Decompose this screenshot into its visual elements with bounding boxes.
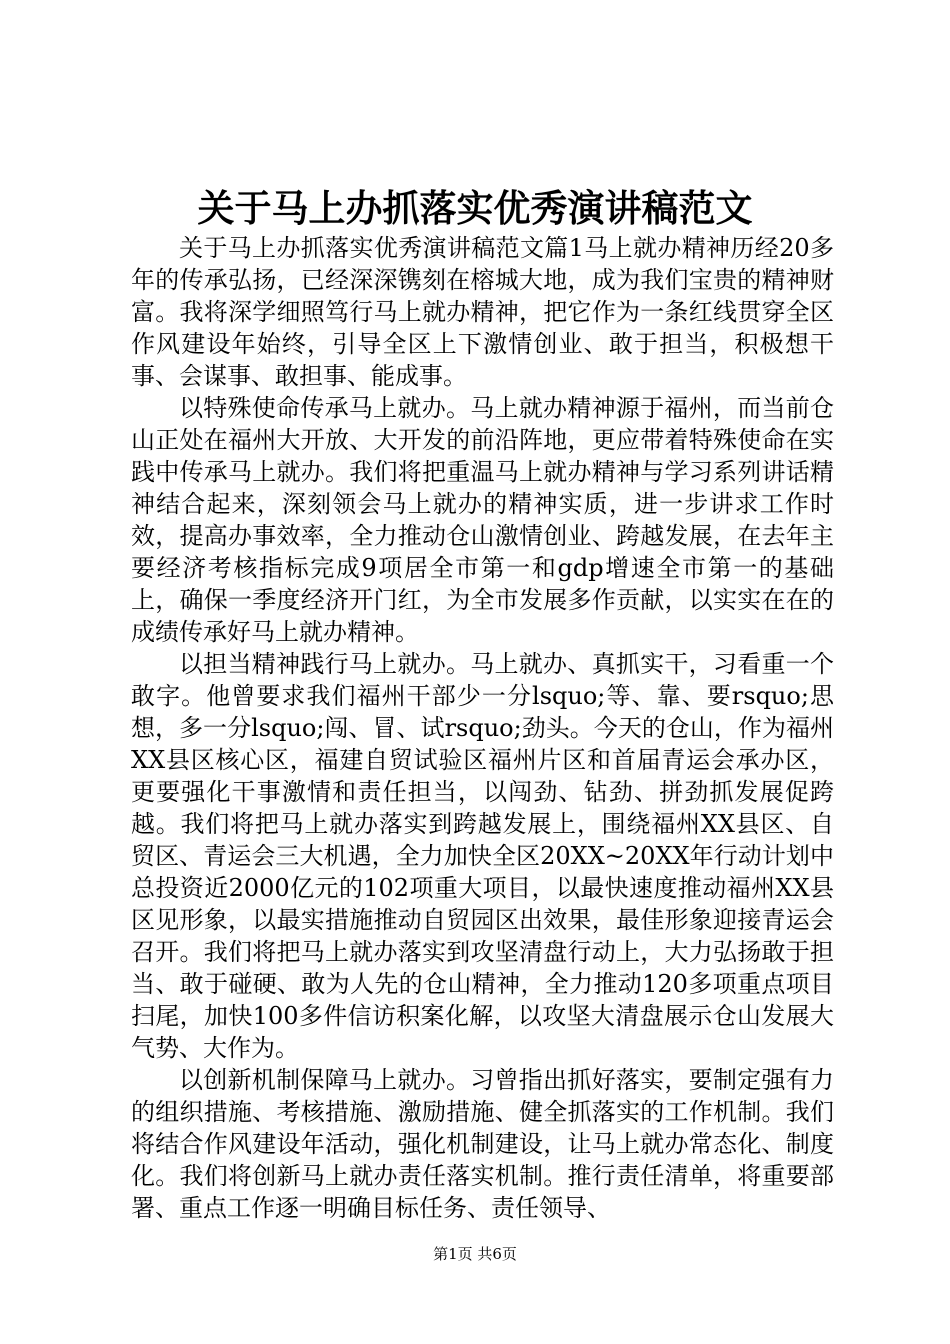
document-body bbox=[131, 232, 834, 1224]
paragraph: 以创新机制保障马上就办。习曾指出抓好落实，要制定强有力的组织措施、考核措施、激励措施、健全抓落实的工作机制。我们将结合作风建设年活动，强化机制建设，让马上就办常态化、制度化。我们将创新马上就办责任落实机制。推行责任清单，将重要部署、重点工作逐一明确目标任务、责任领导、 bbox=[131, 1066, 834, 1222]
paragraph: 以特殊使命传承马上就办。马上就办精神源于福州，而当前仓山正处在福州大开放、大开发的前沿阵地，更应带着特殊使命在实践中传承马上就办。我们将把重温马上就办精神与学习系列讲话精神结合起来，深刻领会马上就办的精神实质，进一步讲求工作时效，提高办事效率，全力推动仓山激情创业、跨越发展，在去年主要经济考核指标完成9项居全市第一和gdp增速全市第一的基础上，确保一季度经济开门红，为全市发展多作贡献，以实实在在的成绩传承好马上就办精神。 bbox=[131, 394, 834, 646]
page-number: 第1页 共6页 bbox=[433, 1245, 517, 1263]
page-footer bbox=[0, 1244, 950, 1264]
paragraph: 以担当精神践行马上就办。马上就办、真抓实干，习看重一个敢字。他曾要求我们福州干部少一分lsquo;等、靠、要rsquo;思想，多一分lsquo;闯、冒、试rsquo;劲头。今天的仓山，作为福州XX县区核心区，福建自贸试验区福州片区和首届青运会承办区，更要强化干事激情和责任担当，以闯劲、钻劲、拼劲抓发展促跨越。我们将把马上就办落实到跨越发展上，围绕福州XX县区、自贸区、青运会三大机遇，全力加快全区20XX~20XX年行动计划中总投资近2000亿元的102项重大项目，以最快速度推动福州XX县区见形象，以最实措施推动自贸园区出效果，最佳形象迎接青运会召开。我们将把马上就办落实到攻坚清盘行动上，大力弘扬敢于担当、敢于碰硬、敢为人先的仓山精神，全力推动120多项重点项目扫尾，加快100多件信访积案化解，以攻坚大清盘展示仓山发展大气势、大作为。 bbox=[131, 650, 834, 1062]
paragraph: 关于马上办抓落实优秀演讲稿范文篇1马上就办精神历经20多年的传承弘扬，已经深深镌刻在榕城大地，成为我们宝贵的精神财富。我将深学细照笃行马上就办精神，把它作为一条红线贯穿全区作风建设年始终，引导全区上下激情创业、敢于担当，积极想干事、会谋事、敢担事、能成事。 bbox=[131, 234, 834, 390]
document-title: 关于马上办抓落实优秀演讲稿范文 bbox=[197, 186, 753, 230]
